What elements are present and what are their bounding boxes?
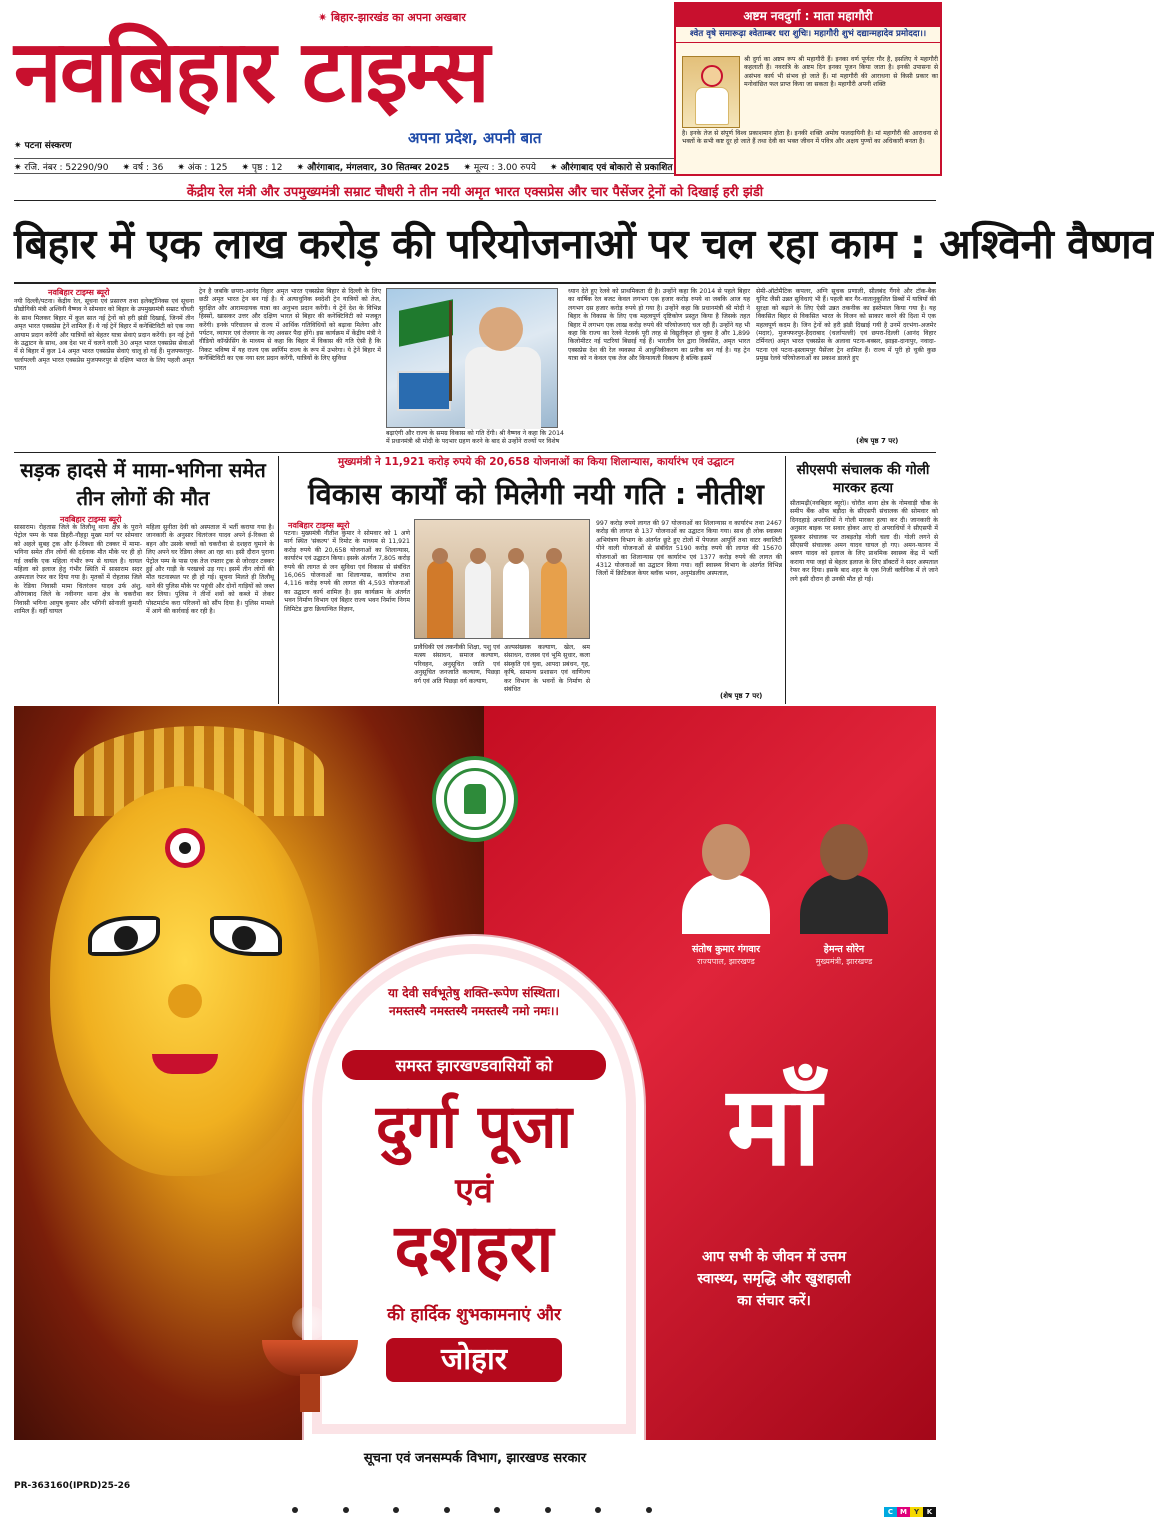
- ad-footer-strip: [14, 1440, 936, 1478]
- accident-column-1: सासाराम। रोहतास जिले के तिलौथू थाना क्षेत्र के पुराने पेट्रोल पम्प के पास डिहरी-नौहट्टा मुख्य मार्ग पर सोमवार को अहले सुबह ट्रक और ई-रिक्शा की टक्कर में मामा-भगिना समेत तीन लोगों की दर्दनाक मौत मौके पर ही हो गई जबकि एक महिला गंभीर रूप से घायल है। घायल महिला को इलाज हेतु गंभीर स्थिति में सासाराम सदर अस्पताल रेफर कर दिया गया है। मृतकों में रोहतास जिले के रेडिया निवासी मामा चितरंजन यादव उर्फ अंशु, औरंगाबाद जिले के नवीनगर थाना क्षेत्र के चकरौथा निवासी भगिना आयुष कुमार और भगिनी सोनाली कुमारी शामिल हैं। वहीं घायल: [14, 524, 142, 616]
- cm-column-1: पटना। मुख्यमंत्री नीतीश कुमार ने सोमवार को 1 अणे मार्ग स्थित 'संकल्प' में रिमोट के माध्यम से 11,921 करोड़ रुपये की 20,658 योजनाओं का शिलान्यास, कार्यारंभ एवं उद्घाटन किया। इसके अंतर्गत 7,805 करोड़ रुपये की लागत से जन सुविधा एवं विकास से संबंधित 16,065 योजनाओं का शिलान्यास, कार्यारंभ तथा 4,116 करोड़ रुपये की लागत की 4,593 योजनाओं का उद्घाटन कार्य शामिल है। इस कार्यक्रम के अंतर्गत भवन निर्माण विभाग एवं बिहार राज्य भवन निर्माण निगम लिमिटेड द्वारा क्रियान्वित विज्ञान,: [284, 530, 410, 613]
- person-shape: [541, 560, 567, 638]
- goddess-body-shape: [695, 87, 729, 125]
- pupil-shape: [232, 926, 256, 950]
- cm-column-2: प्रावैधिकी एवं तकनीकी शिक्षा, पशु एवं मत्स्य संसाधन, समाज कल्याण, परिवहन, अनुसूचित जाति एवं अनुसूचित जनजाति कल्याण, पिछड़ा वर्ग एवं अति पिछड़ा वर्ग कल्याण,: [414, 644, 500, 685]
- jharkhand-govt-emblem-icon: [432, 756, 518, 842]
- publication-places: ✷ औरंगाबाद एवं बोकारो से प्रकाशित: [550, 162, 673, 173]
- devotional-shloka: श्वेत वृषे समारूढ़ा श्वेताम्बर धरा शुचिः। महागौरी शुभं दद्यान्महादेव प्रमोददा।।: [676, 27, 940, 43]
- ad-blessing-line-2: स्वास्थ्य, समृद्धि और खुशहाली: [697, 1271, 851, 1287]
- devotional-text-continued: है। इनके तेज से संपूर्ण विश्व प्रकाशमान होता है। इनकी शक्ति अमोघ फलदायिनी है। मां महागौरी की आराधना से भक्तों के सभी कष्ट दूर हो जाते हैं तथा देवी का भक्त जीवन में पवित्र और अक्षय पुण्यों का अधिकारी बनता है।: [682, 130, 938, 146]
- lamp-stem-shape: [300, 1374, 320, 1412]
- devotional-heading: अष्टम नवदुर्गा : माता महागौरी: [676, 4, 940, 27]
- ad-shloka-line-1: या देवी सर्वभूतेषु शक्ति-रूपेण संस्थिता।: [387, 986, 561, 1000]
- left-eye-shape: [88, 916, 160, 956]
- flag-pole-shape: [449, 301, 452, 401]
- edition-label: ✷ पटना संस्करण: [14, 141, 72, 151]
- chief-minister-name: हेमन्त सोरेन: [823, 944, 865, 955]
- person-shape: [427, 560, 453, 638]
- person-head-shape: [508, 548, 524, 564]
- festival-advertisement[interactable]: [14, 706, 936, 1478]
- accident-column-2: महिला सुनीता देवी को अस्पताल में भर्ती कराया गया है। जानकारी के अनुसार चितरंजन यादव अपने ई-रिक्शा से बहन और उसके बच्चों को चकरौथा से दशहरा घुमाने के लिए अपने घर रेडिया लेकर आ रहा था। इसी दौरान पुराना पेट्रोल पम्प के पास एक तेज रफ्तार ट्रक से जोरदार टक्कर हुई और गाड़ी के परखच्चे उड़ गए। इसमें तीन लोगों की मौत घटनास्थल पर ही हो गई। सूचना मिलते ही तिलौथू थाने की पुलिस मौके पर पहुंची और दोनों गाड़ियों को जब्त कर लिया। पुलिस ने तीनों शवों को कब्जे में लेकर पोस्टमार्टम करा परिजनों को सौंप दिया है। पुलिस मामले में आगे की कार्रवाई कर रही है।: [146, 524, 274, 616]
- cmyk-y: Y: [910, 1507, 923, 1517]
- person-shape: [465, 560, 491, 638]
- goddess-image: [682, 56, 740, 128]
- diya-lamp-icon: [262, 1326, 358, 1412]
- green-flag-shape: [399, 299, 453, 346]
- murder-headline[interactable]: सीएसपी संचालक की गोली मारकर हत्या: [796, 462, 930, 496]
- lead-photo: [386, 288, 558, 428]
- column-divider: [278, 456, 279, 704]
- murder-column-1: सीतामढ़ी(नवबिहार ब्यूरो)। चोरौत थाना क्षेत्र के नोमवाड़ी चौक के समीप बैंक ऑफ बड़ौदा के सीएसपी संचालक की सोमवार को दिनदहाड़े अपराधियों ने गोली मारकर हत्या कर दी। जानकारी के अनुसार बाइक पर सवार होकर आए दो अपराधियों ने सीएसपी में घुसकर संचालक पर ताबड़तोड़ गोली चला दी। गोली लगने से सीएसपी संचालक अमन यादव घायल हो गए। अमन-फानन में श्रवण यादव को इलाज के लिए प्राथमिक स्वास्थ्य केंद्र में भर्ती कराया गया जहां से बेहतर इलाज के लिए डॉक्टरों ने सदर अस्पताल रेफर कर दिया। इसके बाद शहर के एक निजी क्लीनिक में ले जाने लगे इसी दौरान ही उनकी मौत हो गई।: [790, 500, 938, 583]
- ad-wishes: की हार्दिक शुभकामनाएं और: [387, 1305, 561, 1325]
- registration-dot: [646, 1507, 652, 1513]
- cmyk-color-bar: [884, 1507, 936, 1517]
- accident-byline: नवबिहार टाइम्स ब्यूरो: [60, 515, 122, 524]
- lamp-bowl-shape: [262, 1340, 358, 1376]
- divider: [14, 282, 936, 284]
- coat-shape: [800, 874, 888, 934]
- ad-blessing: [654, 1246, 894, 1312]
- price: ✷ मूल्य : 3.00 रुपये: [463, 162, 536, 173]
- cmyk-k: K: [923, 1507, 936, 1517]
- lead-column-1: नयी दिल्ली/पटना। केंद्रीय रेल, सूचना एवं प्रसारण तथा इलेक्ट्रॉनिक्स एवं सूचना प्रौद्योगिकी मंत्री अश्विनी वैष्णव ने सोमवार को बिहार के उपमुख्यमंत्री सम्राट चौधरी के साथ मिलकर बिहार में कुल सात नई ट्रेनों को हरी झंडी दिखाई, जिनमें तीन अमृत भारत एक्सप्रेस ट्रेनें शामिल हैं। ये नई ट्रेनें बिहार में कनेक्टिविटी को एक नया आयाम प्रदान करेंगी और यात्रियों को बेहतर यात्रा सेवाएं प्रदान करेंगी। इन नई ट्रेनों के उद्घाटन के साथ, अब देश भर में चलने वाली 30 अमृत भारत एक्सप्रेस सेवाओं में से बिहार में कुल 14 अमृत भारत एक्सप्रेस सेवाएं चालू हो गई हैं। मुजफ्फरपुर-चर्लापल्ली अमृत भारत एक्सप्रेस मुजफ्फरपुर से दक्षिण भारत के लिए पहली अमृत भारत: [14, 298, 194, 373]
- person-head-shape: [432, 548, 448, 564]
- page-count: ✷ पृष्ठ : 12: [241, 162, 283, 173]
- registration-dot: [444, 1507, 450, 1513]
- smoke-shape: [292, 1306, 328, 1340]
- governor-name: संतोष कुमार गंगवार: [691, 944, 761, 955]
- person-head-shape: [546, 548, 562, 564]
- lead-column-5: सेमी-ऑटोमैटिक कपलर, अग्नि सूचक प्रणाली, सीलबंद गैंगवे और टॉक-बैक यूनिट जैसी उन्नत सुविधाएं भी हैं। पहली बार गैर-वातानुकूलित डिब्बों में यात्रियों की सुरक्षा को बढ़ाने के लिए ऐसी उन्नत तकनीक का इस्तेमाल किया गया है। यह विकसित बिहार से विकसित भारत के विजन को साकार करने की दिशा में एक महत्वपूर्ण कदम है। जिन ट्रेनों को हरी झंडी दिखाई गयी है उनमें दरभंगा-अजमेर (मदार), मुजफ्फरपुर-हैदराबाद (चर्लापल्ली) एवं छपरा-दिल्ली (आनंद विहार टर्मिनल) अमृत भारत एक्सप्रेस के अलावा पटना-बक्सर, झाझा-दानापुर, नवादा-पटना एवं पटना-इस्लामपुर पैसेंजर ट्रेन शामिल हैं। राज्य में पूरी हो चुकी कुछ प्रमुख रेलवे परियोजनाओं का प्रकाश डालते हुए: [756, 288, 936, 363]
- goddess-face-shape: [701, 65, 723, 87]
- pupil-shape: [179, 842, 191, 854]
- divider: [14, 200, 936, 201]
- cm-column-3: अल्पसंख्यक कल्याण, खेल, श्रम संसाधन, राजस्व एवं भूमि सुधार, कला संस्कृति एवं युवा, आपदा प्रबंधन, गृह, कृषि, सामान्य प्रशासन एवं वाणिज्य कर विभाग के भवनों के निर्माण से संबंधित: [504, 644, 590, 694]
- ad-blessing-line-1: आप सभी के जीवन में उत्तम: [702, 1249, 846, 1265]
- cmyk-m: M: [897, 1507, 910, 1517]
- cm-headline[interactable]: विकास कार्यों को मिलेगी नयी गति : नीतीश: [308, 477, 764, 511]
- lead-photo-caption-text: बढ़ाएंगी और राज्य के समग्र विकास को गति देंगी। श्री वैष्णव ने कहा कि 2014 में प्रधानमंत्री श्री मोदी के पदभार ग्रहण करने के बाद से उन्होंने राज्यों पर विशेष: [386, 430, 564, 446]
- minister-head-shape: [479, 307, 523, 351]
- face-shape: [702, 824, 750, 880]
- third-eye-shape: [165, 828, 205, 868]
- volume-year: ✷ वर्ष : 36: [122, 162, 164, 173]
- ad-greeting-intro: समस्त झारखण्डवासियों को: [342, 1050, 606, 1080]
- lead-byline: नवबिहार टाइम्स ब्यूरो: [48, 288, 110, 297]
- chief-minister-title: मुख्यमंत्री, झारखण्ड: [815, 957, 873, 966]
- ad-shloka-line-2: नमस्तस्यै नमस्तस्यै नमस्तस्यै नमो नमः।।: [389, 1004, 559, 1018]
- person-shape: [503, 560, 529, 638]
- registration-marks: [292, 1507, 652, 1515]
- ad-release-code: PR-363160(IPRD)25-26: [14, 1481, 131, 1491]
- registration-dot: [595, 1507, 601, 1513]
- lead-headline[interactable]: बिहार में एक लाख करोड़ की परियोजनाओं पर चल रहा काम : अश्विनी वैष्णव: [14, 220, 1154, 268]
- accident-headline[interactable]: सड़क हादसे में मामा-भगिना समेत तीन लोगों की मौत: [20, 458, 266, 510]
- devotional-box: [674, 2, 942, 176]
- lead-kicker: केंद्रीय रेल मंत्री और उपमुख्यमंत्री सम्राट चौधरी ने तीन नयी अमृत भारत एक्सप्रेस और चार पैसेंजर ट्रेनों को दिखाई हरी झंडी: [186, 185, 764, 200]
- devotional-text: श्री दुर्गा का अष्टम रूप श्री महागौरी हैं। इनका वर्ण पूर्णतः गौर है, इसलिए ये महागौरी कहलाती हैं। नवरात्रि के अष्टम दिन इनका पूजन किया जाता है। इनकी उपासना से असंभव कार्य भी संभव हो जाते हैं। मां महागौरी की आराधना से किसी प्रकार का मनोवांछित फल प्राप्त किया जा सकता है। महागौरी अपनी शक्ति: [744, 56, 938, 89]
- governor-title: राज्यपाल, झारखण्ड: [697, 957, 755, 966]
- ad-department-credit: सूचना एवं जनसम्पर्क विभाग, झारखण्ड सरकार: [363, 1451, 587, 1466]
- ad-johar: जोहार: [386, 1338, 562, 1382]
- cm-kicker: मुख्यमंत्री ने 11,921 करोड़ रुपये की 20,658 योजनाओं का किया शिलान्यास, कार्यारंभ एवं उद्घाटन: [337, 456, 735, 468]
- video-screen-shape: [397, 371, 451, 411]
- right-eye-shape: [210, 916, 282, 956]
- masthead-tagline-top: ✷ बिहार-झारखंड का अपना अखबार: [318, 11, 466, 24]
- reg-number: ✷ रजि. नंबर : 52290/90: [14, 162, 109, 173]
- person-head-shape: [470, 548, 486, 564]
- chief-minister-portrait: [794, 816, 894, 926]
- nose-ornament-shape: [168, 984, 202, 1018]
- greeting-arch-panel: [322, 954, 626, 1424]
- ad-festival-dussehra: दशहरा: [394, 1210, 554, 1287]
- lead-continued[interactable]: (शेष पृष्ठ 7 पर): [856, 437, 899, 445]
- registration-dot: [393, 1507, 399, 1513]
- cm-continued[interactable]: (शेष पृष्ठ 7 पर): [720, 692, 763, 700]
- registration-dot: [545, 1507, 551, 1513]
- minister-torso-shape: [465, 347, 541, 429]
- ad-blessing-line-3: का संचार करें।: [737, 1293, 811, 1309]
- emblem-lion-shape: [464, 784, 486, 814]
- pupil-shape: [114, 926, 138, 950]
- cm-photo: [414, 519, 590, 639]
- lead-column-4: ध्यान देते हुए रेलवे को प्राथमिकता दी है। उन्होंने कहा कि 2014 से पहले बिहार का वार्षिक रेल बजट केवल लगभग एक हजार करोड़ रुपये था जबकि आज यह लगभग दस हजार करोड़ रुपये हो गया है। उन्होंने कहा कि प्रधानमंत्री श्री मोदी ने बिहार के विकास के लिए एक महत्वपूर्ण दृष्टिकोण प्रस्तुत किया है जिसके तहत बिहार में लगभग एक लाख करोड़ रुपये की परियोजनाएं चल रही हैं। उन्होंने यह भी कहा कि राज्य का रेलवे नेटवर्क पूरी तरह से विद्युतीकृत हो चुका है और 1,899 किलोमीटर नई पटरियां बिछाई गई हैं। भारतीय रेल द्वारा विकसित, अमृत भारत एक्सप्रेस देश की रेल व्यवस्था में आधुनिकीकरण का प्रतीक बन गई है। यह ट्रेन यात्रा को न केवल एक तेज और किफायती विकल्प है बल्कि इसमें: [568, 288, 750, 363]
- governor-portrait: [676, 816, 776, 926]
- goddess-durga-image: [50, 786, 320, 1176]
- ad-conjunction: एवं: [455, 1171, 493, 1211]
- divider: [14, 452, 936, 453]
- ad-maa-text: माँ: [726, 1062, 822, 1190]
- face-shape: [820, 824, 868, 880]
- cm-column-4: 997 करोड़ रुपये लागत की 97 योजनाओं का शिलान्यास व कार्यारंभ तथा 2467 करोड़ की लागत से 137 योजनाओं का उद्घाटन किया गया। साथ ही लोक स्वास्थ्य अभियंत्रण विभाग के अंतर्गत छूटे हुए टोलों में पेयजल आपूर्ति तथा वाटर क्वालिटी पीने वाली योजनाओं से संबंधित 5190 करोड़ रुपये की लागत की 15670 योजनाओं का शिलान्यास एवं कार्यारंभ एवं 1377 करोड़ रुपये की लागत की 4312 योजनाओं का उद्घाटन किया गया। वहीं स्वास्थ्य विभाग के अंतर्गत विभिन्न जिलों में क्रिटिकल केयर ब्लॉक भवन, अनुमंडलीय अस्पताल,: [596, 520, 782, 578]
- mouth-shape: [152, 1054, 218, 1074]
- registration-dot: [494, 1507, 500, 1513]
- masthead-title[interactable]: नवबिहार टाइम्स: [14, 21, 488, 122]
- issue-number: ✷ अंक : 125: [177, 162, 228, 173]
- registration-dot: [343, 1507, 349, 1513]
- column-divider: [785, 456, 786, 704]
- ad-festival-durga-puja: दुर्गा पूजा: [375, 1092, 573, 1162]
- cmyk-c: C: [884, 1507, 897, 1517]
- registration-dot: [292, 1507, 298, 1513]
- masthead-tagline-bottom: अपना प्रदेश, अपनी बात: [408, 129, 542, 147]
- coat-shape: [682, 874, 770, 934]
- place-date: ✷ औरंगाबाद, मंगलवार, 30 सितम्बर 2025: [296, 162, 450, 173]
- lead-column-2: ट्रेन है जबकि छपरा-आनंद विहार अमृत भारत एक्सप्रेस बिहार से दिल्ली के लिए छठी अमृत भारत ट्रेन बन गई है। ये अत्याधुनिक स्वदेशी ट्रेन यात्रियों को तेज, सुरक्षित और आरामदायक यात्रा का अनुभव प्रदान करेंगी। ये ट्रेनें देश के विभिन्न हिस्सों, खासकर उत्तर और दक्षिण भारत से बिहार की कनेक्टिविटी को मजबूत करेंगी। इनके परिचालन से राज्य में आर्थिक गतिविधियों को बढ़ावा मिलेगा और पर्यटन, व्यापार एवं रोजगार के नए अवसर पैदा होंगे। इस कार्यक्रम में केंद्रीय मंत्री ने वीडियो कॉन्फ्रेंसिंग के माध्यम से कहा कि बिहार में विकास की गति ऐसी है कि निकट भविष्य में यह राज्य एक स्वर्णिम राज्य के रूप में उभरेगा। ये ट्रेनें बिहार में कनेक्टिविटी का एक नया स्तर प्रदान करेंगी, यात्रियों के लिए सुविधा: [199, 288, 381, 363]
- cm-byline: नवबिहार टाइम्स ब्यूरो: [288, 521, 350, 530]
